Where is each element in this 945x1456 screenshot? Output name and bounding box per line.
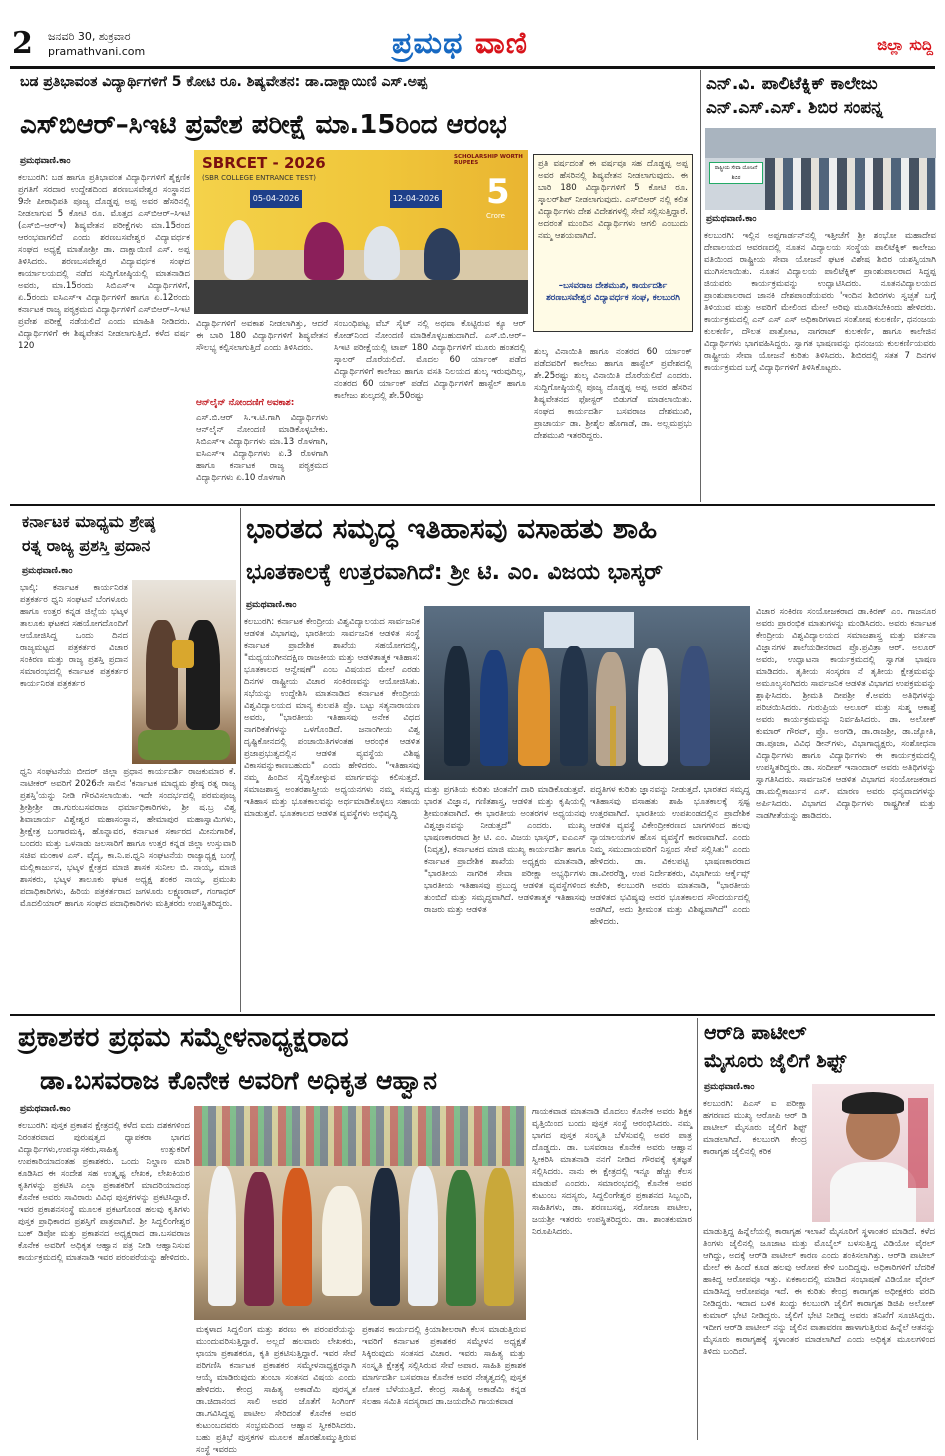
group-of-students <box>765 158 935 210</box>
story6-body-top: ಕಲಬುರಗಿ: ಪಿಎಸ್ ಐ ಪರೀಕ್ಷಾ ಹಗರಣದ ಮುಖ್ಯ ಆರೋಪಿ ಆರ್ ಡಿ ಪಾಟೀಲ್ ಮೈಸೂರು ಜೈಲಿಗೆ ಶಿಫ್ಟ್ ಮಾಡಲಾಗಿದೆ. ಕಲಬುರಗಿ ಕೇಂದ್ರ ಕಾರಾಗೃಹ ಜೈಲಿನಲ್ಲಿ ಕರಿಕ <box>703 1099 807 1157</box>
banner-date-1: 05-04-2026 <box>250 190 302 208</box>
story4-byline: ಪ್ರಮಥವಾಣಿ.ಕಾಂ <box>246 600 297 610</box>
story1-headline[interactable]: ಎಸ್‌ಬಿಆರ್–ಸಿಇಟಿ ಪ್ರವೇಶ ಪರೀಕ್ಷೆ ಮಾ.15ರಿಂದ ಆರಂಭ <box>20 110 507 140</box>
website-link[interactable]: pramathvani.com <box>48 45 146 58</box>
story2-body: ಕಲಬುರಗಿ: ಇಲ್ಲಿನ ಅಪ್ಪಗಾರ್ಡನ್‌ನಲ್ಲಿ ಇತ್ತೀಚೆಗೆ ಶ್ರೀ ಶಂಭೋ ಮಹಾದೇವ ದೇವಾಲಯದ ಆವರಣದಲ್ಲಿ ನೂತನ ವಿದ್ಯಾಲಯ ಸಂಸ್ಥೆಯ ಪಾಲಿಟೆಕ್ನಿಕ್ ಕಾಲೇಜು ವತಿಯಿಂದ ರಾಷ್ಟ್ರೀಯ ಸೇವಾ ಯೋಜನೆ ಘಟಕ ವಿಶೇಷ ಶಿಬಿರ ಯಶಸ್ವಿಯಾಗಿ ಮುಗಿಸಲಾಯಿತು. ನೂತನ ವಿದ್ಯಾಲಯ ಪಾಲಿಟೆಕ್ನಿಕ್ ಪ್ರಾಂಶುಪಾಲರಾದ ಸಿದ್ದಪ್ಪ ಜಿಯವರು ಕಾರ್ಯಕ್ರಮವನ್ನು ಉದ್ಘಾಟಿಸಿದರು. ನೂತನವಿದ್ಯಾಲಯದ ಪ್ರಾಂಶುಪಾಲರಾದ ಜಾನಕಿ ದೇಶಪಾಂಡೆಯವರು 'ಇಂದಿನ ಶಿಬಿರಗಳು ಸ್ವಚ್ಛತೆ ಬಗ್ಗೆ ತಿಳಿಯುವ ಮತ್ತು ಅವರಿಗೆ ಮೇಲಿಂದ ಮೇಲೆ ಅರಿವು ಮೂಡಿಸಬೇಕಿಂದು ಹೇಳಿದರು. ಕಾರ್ಯಕ್ರಮದಲ್ಲಿ ಎನ್ ಎಸ್ ಎಸ್ ಅಧಿಕಾರಿಗಳಾದ ಸಂತೋಷ ಕುಲಕರ್ಣಿ, ಧನಂಜಯ ಕುಲಕರ್ಣಿ, ದೌಲತ ಪಾತ್ರೋಟ, ನಾಗರಾಜ್ ಕುಲಕರ್ಣಿ, ಹಾಗೂ ಕಾಲೇಜಿನ ವಿದ್ಯಾರ್ಥಿಗಳು ಭಾಗವಹಿಸಿದ್ದರು. ಸ್ವಾಗತ ಭಾಷಣವನ್ನು ಧನಂಜಯ ಕುಲಕರ್ಣಿಯವರು ರಾಷ್ಟ್ರೀಯ ಸೇವಾ ಯೋಜನೆ ಕುರಿತು ತಿಳಿಸಿದರು. ಶಿಬಿರದಲ್ಲಿ ಸತತ 7 ದಿನಗಳ ಕಾರ್ಯಕ್ರಮದ ಬಗ್ಗೆ ವಿದ್ಯಾರ್ಥಿಗಳಿಗೆ ತಿಳಿಸಿಕೊಟ್ಟರು. <box>704 231 936 373</box>
story6-body: ಮಾಡುತ್ತಿದ್ದ ಹಿನ್ನೆಲೆಯಲ್ಲಿ ಕಾರಾಗೃಹ ಇಲಾಖೆ ಮೈಸೂರಿಗೆ ಸ್ಥಳಾಂತರ ಮಾಡಿದೆ. ಕಳೆದ ತಿಂಗಳು ಜೈಲಿನಲ್ಲಿ ಜೂಜಾಟ ಮತ್ತು ಮೊಬೈಲ್ ಬಳಸುತ್ತಿದ್ದ ವಿಡಿಯೋ ವೈರಲ್ ಆಗಿದ್ದು, ಅದಕ್ಕೆ ಆರ್‌ಡಿ ಪಾಟೀಲ್ ಕಾರಣ ಎಂದು ಶಂಕಿಸಲಾಗಿತ್ತು. ಆರ್‌ಡಿ ಪಾಟೀಲ್ ಮೇಲೆ ಈ ಹಿಂದೆ ಕೂಡ ಹಲವು ಆರೋಪ ಕೇಳಿ ಬಂದಿದ್ದವು. ಅಧಿಕಾರಿಗಳಿಗೆ ಬೆದರಿಕೆ ಹಾಕಿದ್ದ ಆರೋಪವೂ ಇತ್ತು. ಏಕಕಾಲದಲ್ಲಿ ಮಾಡಿದ ಸಂಭಾಷಣೆ ವಿಡಿಯೋ ವೈರಲ್ ಮಾಡಿಸಿದ್ದ ಆರೋಪವೂ ಇದೆ. ಈ ಕುರಿತು ಕೇಂದ್ರ ಕಾರಾಗೃಹ ಅಧೀಕ್ಷಕರು ವರದಿ ನೀಡಿದ್ದರು. ಇದಾದ ಬಳಿಕ ಖುದ್ದು ಕಲಬುರಗಿ ಜೈಲಿಗೆ ಕಾರಾಗೃಹ ಡಿಜಿಪಿ ಅಲೋಕ್ ಕುಮಾರ್ ಭೇಟಿ ನೀಡಿದ್ದರು. ಜೈಲಿಗೆ ಭೇಟಿ ನೀಡಿದ್ದ ಅವರು ತನಿಖೆಗೆ ಸೂಚಿಸಿದ್ದರು. ಇದೀಗ ಆರ್‌ಡಿ ಪಾಟೀಲ್ ನನ್ನು ಜೈಲಿನ ವಾತಾವರಣ ಹಾಳಾಗುತ್ತಿರುವ ಹಿನ್ನೆಲೆ ಆತನನ್ನು ಮೈಸೂರು ಕಾರಾಗೃಹಕ್ಕೆ ಸ್ಥಳಾಂತರ ಮಾಡಲಾಗಿದೆ ಎಂದು ಅಧಿಕೃತ ಮೂಲಗಳಿಂದ ತಿಳಿದು ಬಂದಿದೆ. <box>703 1227 935 1357</box>
story6-photo <box>812 1084 934 1222</box>
story2-photo <box>705 128 936 210</box>
story2-headline-line1[interactable]: ಎನ್.ವಿ. ಪಾಲಿಟೆಕ್ನಿಕ್ ಕಾಲೇಜು <box>706 74 878 94</box>
person-figure <box>424 228 460 280</box>
projection-screen <box>544 612 634 648</box>
person-figure <box>282 1168 312 1306</box>
section-rule <box>10 1014 935 1016</box>
story1-col4: ಶುಲ್ಕ ವಿನಾಯಿತಿ ಹಾಗೂ ನಂತರದ 60 ರ್ಯಾಂಕ್ ಪಡೆದವರಿಗೆ ಕಾಲೇಜು ಹಾಗೂ ಹಾಸ್ಟೆಲ್ ಪ್ರವೇಶದಲ್ಲಿ ಶೇ.25ರಷ್ಟು ಶುಲ್ಕ ವಿನಾಯಿತಿ ದೊರೆಯಲಿದೆ ಎಂದರು. ಸುದ್ದಿಗೋಷ್ಠಿಯಲ್ಲಿ ಪೂಜ್ಯ ದೊಡ್ಡಪ್ಪ ಅಪ್ಪ ಅವರ ಹೆಸರಿನ ಶಿಷ್ಯವೇತನದ ಫೋಸ್ಟರ್ ಬಿಡುಗಡೆ ಮಾಡಲಾಯಿತು. ಸಂಘದ ಕಾರ್ಯದರ್ಶಿ ಬಸವರಾಜ ದೇಶಮುಖಿ, ಪ್ರಾಚಾರ್ಯ ಡಾ. ಶ್ರೀಶೈಲ ಹೊಗಾಡೆ, ಡಾ. ಅಲ್ಲಮಪ್ರಭು ದೇಶಮುಖಿ ಇತರರಿದ್ದರು. <box>534 347 692 441</box>
person-figure <box>680 646 710 766</box>
story2-banner: ರಾಷ್ಟ್ರೀಯ ಸೇವಾ ಯೋಜನೆ ಶಿಬಿರ <box>709 162 763 184</box>
story5-byline: ಪ್ರಮಥವಾಣಿ.ಕಾಂ <box>20 1104 71 1114</box>
story3-headline-line2[interactable]: ರತ್ನ ರಾಜ್ಯ ಪ್ರಶಸ್ತಿ ಪ್ರದಾನ <box>22 536 151 555</box>
story4-col3: ಪದ್ಧತಿಗಳ ಕುರಿತು ಜ್ಞಾನವನ್ನು ನೀಡುತ್ತದೆ. ಭಾರತದ ಸಮೃದ್ಧ ಇತಿಹಾಸವು ವಸಾಹತು ಶಾಹಿ ಭೂತಕಾಲಕ್ಕೆ ಸ್ಪಷ್ಟ ಉತ್ತರವಾಗಿದೆ. ಭಾರತೀಯ ಉಪಖಂಡದಲ್ಲಿನ ಪ್ರಾದೇಶಿಕ ಆಡಳಿತ ವ್ಯವಸ್ಥೆ ವಿಕೇಂದ್ರೀಕರಣದ ಬಾಗಗಳಿಂದ ಹಲವು ನ್ಯಾಯಾಲಯಗಳ ಹೊಸ ವ್ಯವಸ್ಥೆಗೆ ಕಾರಣವಾಗಿದೆ. ಎಂದು ನಿಮ್ಮ ಸಮುದಾಯವರಿಗೆ ನಿಸ್ಪಂದ ಸೇವೆ ಸಲ್ಲಿಸಿತು" ಎಂದು ಹೇಳಿದರು. ಡಾ. ವಿಕಲಪಟ್ಟಿ ಭಾಷಣಕಾರರಾದ ಡಾ.ವೀರರೆಡ್ಡಿ, ಉಪ ನಿರ್ದೇಶಕರು, ವಿಭಾಗೀಯ ಆರ್ಕೈವ್ಸ್ ಕಚೇರಿ, ಕಲಬುರಗಿ ಅವರು ಮಾತನಾಡಿ, "ಭಾರತೀಯ ಆಡಳಿತದ ಭವಿಷ್ಯವು ಅದರ ಭೂತಕಾಲದ ಸೌಂದರ್ಯದಲ್ಲಿ ಅಡಗಿದೆ, ಅದು ಶ್ರೀಮಂತ ಮತ್ತು ವಿಶಿಷ್ಟವಾಗಿದೆ" ಎಂದು ಹೇಳಿದರು. <box>590 785 750 927</box>
story1-col1: ಕಲಬುರಗಿ: ಬಡ ಹಾಗೂ ಪ್ರತಿಭಾವಂತ ವಿದ್ಯಾರ್ಥಿಗಳಿಗೆ ಶೈಕ್ಷಣಿಕ ಪ್ರಗತಿಗೆ ಸರದಾರ ಉದ್ದೇಶದಿಂದ ಶರಣಬಸವೇಶ್ವರ ಸಂಸ್ಥಾನದ 9ನೇ ಪೀಠಾಧಿಪತಿ ಪೂಜ್ಯ ದೊಡ್ಡಪ್ಪ ಅಪ್ಪ ಅವರ ಹೆಸರಿನಲ್ಲಿ ನೀಡಲಾಗುವ 5 ಕೋಟಿ ರೂ. ಮೊತ್ತದ ಎಸ್‌ಬಿಆರ್–ಸಿಇಟಿ (ಎಸ್‌ಬಿ–ಆರ್‌ಇ) ಶಿಷ್ಯವೇತನ ಪರೀಕ್ಷೆಗಳು ಮಾ.15ರಂದ ಆರಂಭವಾಗಲಿದೆ ಎಂದು ಶರಣಬಸವೇಶ್ವರ ವಿದ್ಯಾವರ್ಧಕ ಸಂಘದ ಅಧ್ಯಕ್ಷೆ ಮಾತೋಶ್ರೀ ಡಾ. ದಾಕ್ಷಾಯಿಣಿ ಎಸ್. ಅಪ್ಪ ತಿಳಿಸಿದರು. ಶರಣಬಸವೇಶ್ವರ ವಿದ್ಯಾವರ್ಧಕ ಸಂಘದ ಕಾರ್ಯಾಲಯದಲ್ಲಿ ನಡೆದ ಸುದ್ದಿಗೋಷ್ಠಿಯಲ್ಲಿ ಮಾತನಾಡಿದ ಅವರು, ಮಾ.15ರಂದು ಸಿಬಿಎಸ್‌ಇ ವಿದ್ಯಾರ್ಥಿಗಳಿಗೆ, ಏ.5ರಂದು ಐಸಿಎಸ್‌ಇ ವಿದ್ಯಾರ್ಥಿಗಳಿಗೆ ಹಾಗೂ ಏ.12ರಂದು ಕರ್ನಾಟಕ ರಾಜ್ಯ ಪಠ್ಯಕ್ರಮದ ವಿದ್ಯಾರ್ಥಿಗಳಿಗೆ ಎಸ್‌ಬಿಆರ್–ಸಿಇಟಿ ಪ್ರವೇಶ ಪರೀಕ್ಷೆ ನಡೆಯಲಿದೆ ಎಂದು ಮಾಹಿತಿ ನೀಡಿದರು. ವಿದ್ಯಾರ್ಥಿಗಳಿಗೆ ಈ ಶಿಷ್ಯವೇತನ ನೀಡಲಾಗುತ್ತಿದೆ. ಕಳೆದ ವರ್ಷ 120 <box>18 173 190 351</box>
banner-crore: Crore <box>486 212 505 220</box>
masthead-rule <box>10 66 935 69</box>
story3-body-narrow: ಭಾಲ್ಕಿ: ಕರ್ನಾಟಕ ಕಾರ್ಯನಿರತ ಪತ್ರಕರ್ತರ ಧ್ವನಿ ಸಂಘಟನೆ ಬೆಂಗಳೂರು ಹಾಗೂ ಉತ್ತರ ಕನ್ನಡ ಜಿಲ್ಲೆಯ ಭಟ್ಕಳ ತಾಲೂಕು ಘಟಕದ ಸಹಯೋಗದೊಂದಿಗೆ ಆಯೋಜಿಸಿದ್ದ ಒಂದು ದಿನದ ರಾಜ್ಯಮಟ್ಟದ ಪತ್ರಕರ್ತರ ವಿಚಾರ ಸಂಕಿರಣ ಮತ್ತು ರಾಜ್ಯ ಪ್ರಶಸ್ತಿ ಪ್ರದಾನ ಸಮಾರಂಭದಲ್ಲಿ ಕರ್ನಾಟಕ ಪತ್ರಕರ್ತರ ಕಾರ್ಯನಿರತ ಪತ್ರಕರ್ತರ <box>20 583 128 689</box>
story4-col4: ವಿಚಾರ ಸಂಕಿರಣ ಸಂಯೋಜಕರಾದ ಡಾ.ಕಿರಣ್ ಎಂ. ಗಾಜನೂರ ಅವರು ಪ್ರಾರಂಭಿಕ ಮಾತುಗಳನ್ನು ಮಂಡಿಸಿದರು. ಅವರು ಕರ್ನಾಟಕ ಕೇಂದ್ರೀಯ ವಿಶ್ವವಿದ್ಯಾಲಯದ ಸಮಾಜಶಾಸ್ತ್ರ ಮತ್ತು ವರ್ತನಾ ವಿಜ್ಞಾನಗಳ ಶಾಲೆಯಡೀನರಾದ ಪ್ರೊ.ಪ್ರವಿತ್ರಾ ಆರ್. ಅಲೂರ್ ಅವರು, ಉದ್ಘಾಟನಾ ಕಾರ್ಯಕ್ರಮದಲ್ಲಿ ಸ್ವಾಗತ ಭಾಷಣ ಮಾಡಿದರು. ತೃತೀಯ ಸಂಸ್ಕರಣ ನೆ ತೃತೀಯ ಕ್ಷೇತ್ರಮವನ್ನು ಅಮೂಲ್ಯಸಂಗಿದರು ಸಾರ್ವಜನಿಕ ಆಡಳಿತ ವಿಭಾಗದ ಉಪಕ್ರಮವನ್ನು ಶ್ಲಾಘಿಸಿದರು. ಶ್ರೀಮತಿ ದೀಪಶ್ರೀ ಕೆ.ಅವರು ಅತಿಥಿಗಳನ್ನು ಪರಿಚಯಿಸಿದರು. ಗುರುಪ್ರಿಯ ಆಲೂರ್ ಮತ್ತು ಸುಶ್ಮ ಆಕಾಶ್ತೆ ಅವರು ಕಾರ್ಯಕ್ರಮವನ್ನು ನಿರ್ವಹಿಸಿದರು. ಡಾ. ಅಲೋಕ್ ಕುಮಾರ್ ಗೌರವ್, ಪ್ರೊ. ಅಂಗಡಿ, ಡಾ.ರಾಜಶ್ರೀ, ಡಾ.ಜ್ಯೋತಿ, ಡಾ.ಪೂಜಾ, ವಿವಿಧ ಡೀನ್‌ಗಳು, ವಿಭಾಗಾಧ್ಯಕ್ಷರು, ಸಂಶೋಧನಾ ವಿದ್ಯಾರ್ಥಿಗಳು ಹಾಗೂ ವಿದ್ಯಾರ್ಥಿಗಳು ಈ ಕಾರ್ಯಕ್ರಮದಲ್ಲಿ ಉಪಸ್ಥಿತರಿದ್ದರು. ಡಾ. ಸಂದೀಪ್ ಇನಾಂದಾರ್ ಅವರು ಅತಿಥಿಗಳನ್ನು ಸ್ವಾಗತಿಸಿದರು. ಸಾರ್ವಜನಿಕ ಆಡಳಿತ ವಿಭಾಗದ ಸಂಯೋಜಕರಾದ ಡಾ.ಮಲ್ಲಿಕಾರ್ಜುನ ಎಸ್. ಮಾರಣ ಅವರು ಧನ್ಯವಾದಗಳನ್ನು ಅರ್ಪಿಸಿದರು. ವಿಭಾಗದ ವಿದ್ಯಾರ್ಥಿಗಳು ರಾಷ್ಟ್ರಗೀತೆ ಮತ್ತು ನಾಡಗೀತೆಯನ್ನು ಹಾಡಿದರು. <box>756 607 936 821</box>
newspaper-logo <box>392 26 528 61</box>
story3-photo <box>132 580 236 764</box>
person-figure <box>208 1166 236 1306</box>
person-figure <box>484 1168 514 1306</box>
story1-byline: ಪ್ರಮಥವಾಣಿ.ಕಾಂ <box>20 156 71 166</box>
story3-body-wide: ಧ್ವನಿ ಸಂಘಟನೆಯ ಬೀದರ್ ಜಿಲ್ಲಾ ಪ್ರಧಾನ ಕಾರ್ಯದರ್ಶಿ ರಾಜಕುಮಾರ ಕೆ. ನಾಟೀಕರ್ ಅವರಿಗೆ 2026ನೇ ಸಾಲಿನ 'ಕರ್ನಾಟಕ ಮಾಧ್ಯಮ ಶ್ರೇಷ್ಠ ರತ್ನ ರಾಜ್ಯ ಪ್ರಶಸ್ತಿ'ಯನ್ನು ನೀಡಿ ಗೌರವಿಸಲಾಯಿತು. ಇದೇ ಸಂದರ್ಭದಲ್ಲಿ ಪರಮಪೂಜ್ಯ ಶ್ರೀಶ್ರೀಶ್ರೀ ಡಾ.ಗುರುಬಸವರಾಜ ಧರ್ಮಾಧಿಕಾರಿಗಳು, ಶ್ರೀ ಷ.ಬ್ರ ವಿಶ್ವ ಶಿವಾಚಾರ್ಯ ವಿಶ್ವೇಶ್ವರ ಮಹಾಸಂಸ್ಥಾನ, ಹೇಮಾಪುರ ಮಹಾಸ್ವಾಮಿಗಳು, ಶ್ರೀಕ್ಷೇತ್ರ ಬಂಗಾರಮಕ್ಕಿ, ಹೊನ್ನಾವರ, ಕರ್ನಾಟಕ ಸರ್ಕಾರದ ಮೀನುಗಾರಿಕೆ, ಬಂದರು ಮತ್ತು ಒಳನಾಡು ಜಲಸಾರಿಗೆ ಹಾಗೂ ಉತ್ತರ ಕನ್ನಡ ಜಿಲ್ಲಾ ಉಸ್ತುವಾರಿ ಸಚಿವ ಮಂಕಾಳ ಎಸ್. ವೈದ್ಯ, ಕಾ.ನಿ.ಪ.ಧ್ವನಿ ಸಂಘಟನೆಯ ರಾಜ್ಯಾಧ್ಯಕ್ಷ ಬಂಗ್ಲೆ ಮಲ್ಲಿಕಾರ್ಜುನ, ಭಟ್ಕಳ ಕ್ಷೇತ್ರದ ಮಾಜಿ ಶಾಸಕ ಸುನೀಲ ಬಿ. ನಾಯ್ಕ, ಮಾಜಿ ಶಾಸಕರು, ಭಟ್ಕಳ ತಾಲೂಕು ಘಟಕ ಅಧ್ಯಕ್ಷ ಶಂಕರ ನಾಯ್ಕ, ಪ್ರಮುಖ ಪದಾಧಿಕಾರಿಗಳು, ಹಿರಿಯ ಪತ್ರಕರ್ತರಾದ ಜಗಳೂರು ಲಕ್ಷ್ಮಣರಾವ್, ಗಂಗಾಧರ್ ಮೊದಲಿಯಾರ್ ಹಾಗೂ ಸಂಘದ ಪದಾಧಿಕಾರಿಗಳು ಮತ್ತಿತರರು ಉಪಸ್ಥಿತರಿದ್ದರು. <box>20 767 236 909</box>
person-figure <box>638 648 668 766</box>
story1-col2: ವಿದ್ಯಾರ್ಥಿಗಳಿಗೆ ಅವಕಾಶ ನೀಡಲಾಗಿತ್ತು, ಆದರೆ ಈ ಬಾರಿ 180 ವಿದ್ಯಾರ್ಥಿಗಳಿಗೆ ಶಿಷ್ಯವೇತನ ಸೌಲಭ್ಯ ಕಲ್ಪಿಸಲಾಗುತ್ತಿದೆ ಎಂದು ತಿಳಿಸಿದರು. <box>196 319 328 353</box>
story5-col1: ಕಲಬುರಗಿ: ಪುಸ್ತಕ ಪ್ರಕಾಶನ ಕ್ಷೇತ್ರದಲ್ಲಿ ಕಳೆದ ಐದು ದಶಕಗಳಿಂದ ನಿರಂತರವಾದ ಪುರುಷತ್ವದ ಧ್ಯಾಪಕರಾ ಭಾಗದ ವಿದ್ಯಾರ್ಥಿಗಳು,ಉಪನ್ಯಾಸಕರು,ಸಾಹಿತ್ಯ ಉತ್ಸುಕರಿಗೆ ಉಪಕಾರಿಯಾದಂತಹ ಪ್ರಕಾಶಕರು. ಒಂದು ನಿಲ್ದಾಣ ಮಾರಿ ಕೂಡಿಸಿದ ಈ ಸಂದೇಶ ಸಹ ಉತ್ಕೃಷ್ಟ ಲೇಖಕ, ಲೇಖಕಿಯರ ಕೃತಿಗಳನ್ನು ಪ್ರಕಟಿಸಿ ಎಲ್ಲಾ ಪ್ರಕಾಶಕರಿಗೆ ಮಾದರಿಯಾದಂಥ ಕೊನೇಕ ಅವರು ಸಾವಿರಾರು ವಿವಿಧ ಪುಸ್ತಕಗಳನ್ನು ಪ್ರಕಟಿಸಿದ್ದಾರೆ. ಇವರ ಪ್ರಕಾಶನಸಂಸ್ಥೆ ಮೂಲಕ ಪ್ರಕಟಗೊಂಡ ಹಲವು ಕೃತಿಗಳು ಪುಸ್ತಕ ಪ್ರಾಧಿಕಾರದ ಪ್ರಶಸ್ತಿಗೆ ಪಾತ್ರವಾಗಿವೆ. ಶ್ರೀ ಸಿದ್ದಲಿಂಗೇಶ್ವರ ಬುಕ್ ಡಿಪೋ ಮತ್ತು ಪ್ರಕಾಶನದ ಅಧ್ಯಕ್ಷರಾದ ಡಾ.ಬಸವರಾಜ ಕೊನೇಕ ಅವರಿಗೆ ಅಧಿಕೃತ ಆಹ್ವಾನ ಪತ್ರ ನೀಡಿ ಆಹ್ವಾನಿಸುವ ಕಾರ್ಯಕ್ರಮದಲ್ಲಿ ಮಾತನಾಡಿ ಇವರ ಪರಂಪರೆಯನ್ನು ಹೇಳಿದರು. <box>18 1121 190 1263</box>
person-figure <box>146 620 178 730</box>
story5-photo <box>194 1106 526 1320</box>
story1-quote: ಪ್ರತಿ ವರ್ಷದಂತೆ ಈ ವರ್ಷವೂ ಸಹ ದೊಡ್ಡಪ್ಪ ಅಪ್ಪ ಅವರ ಹೆಸರಿನಲ್ಲಿ ಶಿಷ್ಯವೇತನ ನೀಡಲಾಗುವುದು. ಈ ಬಾರಿ 180 ವಿದ್ಯಾರ್ಥಿಗಳಿಗೆ 5 ಕೋಟಿ ರೂ. ಸ್ಕಾಲರ್‌ಶಿಪ್ ನೀಡಲಾಗುವುದು. ಎಸ್‌ಬಿಆರ್ ನಲ್ಲಿ ಕಲಿತ ವಿದ್ಯಾರ್ಥಿಗಳು ದೇಶ ವಿದೇಶಗಳಲ್ಲಿ ಸೇವೆ ಸಲ್ಲಿಸುತ್ತಿದ್ದಾರೆ. ಅದರಂತೆ ಮುಂದಿನ ವಿದ್ಯಾರ್ಥಿಗಳು ಆಗಲಿ ಎಂಬುದು ನಮ್ಮ ಆಶಯವಾಗಿದೆ. <box>538 159 688 241</box>
story4-col2: ಮತ್ತು ಪ್ರಗತಿಯ ಕುರಿತು ಚಿಂತನೆಗೆ ದಾರಿ ಮಾಡಿಕೊಡುತ್ತವೆ. ಭಾರತ ವಿಜ್ಞಾನ, ಗಣಿತಶಾಸ್ತ್ರ, ಆಡಳಿತ ಮತ್ತು ಕೃಷಿಯಲ್ಲಿ ಶ್ರೀಮಂತವಾಗಿದೆ. ಈ ಭಾರತೀಯ ಅಂತರಗಳ ಅಧ್ಯಯನವು ವಿಶ್ವಜ್ಞಾನವನ್ನು ನೀಡುತ್ತದೆ" ಎಂದರು. ಮುಖ್ಯ ಭಾಷಣಕಾರರಾದ ಶ್ರೀ ಟಿ. ಎಂ. ವಿಜಯ ಭಾಸ್ಕರ್, ಐಎಎಸ್ (ನಿವೃತ್ತ), ಕರ್ನಾಟಕದ ಮಾಜಿ ಮುಖ್ಯ ಕಾರ್ಯದರ್ಶಿ ಹಾಗೂ ಕರ್ನಾಟಕ ಪ್ರಾದೇಶಿಕ ಶಾಖೆಯ ಅಧ್ಯಕ್ಷರು ಮಾತನಾಡಿ, "ಭಾರತೀಯ ನಾಗರಿಕ ಸೇವಾ ಪರೀಕ್ಷಾ ಅಭ್ಯರ್ಥಿಗಳು ಭಾರತೀಯ ಇತಿಹಾಸವು ಪ್ರಬುದ್ಧ ಆಡಳಿತ ವ್ಯವಸ್ಥೆಗಳಿಂದ ತುಂಬಿದೆ ಮತ್ತು ಸಮೃದ್ಧವಾಗಿದೆ. ಆಡಳಿತಾತ್ಮಕ ಇತಿಹಾಸವು ರಾಜರು ಮತ್ತು ಆಡಳಿತ <box>424 785 586 915</box>
banner-amount: 5 <box>486 172 510 212</box>
story6-headline-line2[interactable]: ಮೈಸೂರು ಜೈಲಿಗೆ ಶಿಫ್ಟ್ <box>704 1050 847 1072</box>
person-figure <box>444 646 470 766</box>
bookshelf <box>194 1106 526 1166</box>
person-figure <box>224 220 254 280</box>
person-figure <box>304 222 344 280</box>
person-figure <box>408 1166 438 1306</box>
column-divider <box>697 1018 698 1440</box>
story4-headline-line2[interactable]: ಭೂತಕಾಲಕ್ಕೆ ಉತ್ತರವಾಗಿದೆ: ಶ್ರೀ ಟಿ. ಎಂ. ವಿಜಯ ಭಾಸ್ಕರ್ <box>246 560 664 585</box>
person-figure <box>244 1172 274 1306</box>
banner-title: SBRCET - 2026 <box>202 154 326 172</box>
banner-scholarship-label: SCHOLARSHIP WORTH RUPEES <box>454 154 523 166</box>
white-shirt <box>830 1162 916 1222</box>
bouquet <box>138 730 230 760</box>
column-divider <box>700 70 701 502</box>
banner-date-2: 12-04-2026 <box>390 190 442 208</box>
story6-byline: ಪ್ರಮಥವಾಣಿ.ಕಾಂ <box>704 1082 755 1092</box>
person-figure <box>370 1168 400 1306</box>
story1-col3: ಸಂಬಂಧಿಪಟ್ಟ ವೆಬ್ ಸೈಟ್ ನಲ್ಲಿ ಅಥವಾ ಕೊಟ್ಟಿರುವ ಕ್ಯೂ ಆರ್ ಕೋಡ್‌ನಿಂದ ನೋಂದಣಿ ಮಾಡಿಕೊಳ್ಳಬಹುದಾಗಿದೆ. ಎಸ್.ಬಿ.ಆರ್–ಸಿಇಟಿ ಪರೀಕ್ಷೆಯಲ್ಲಿ ಟಾಪ್ 180 ವಿದ್ಯಾರ್ಥಿಗಳಿಗೆ ಮೂರು ಹಂತದಲ್ಲಿ ಸ್ಕಾಲರ್ ದೊರೆಯಲಿದೆ. ಮೊದಲ 60 ರ್ಯಾಂಕ್ ಪಡೆದ ವಿದ್ಯಾರ್ಥಿಗಳಿಗೆ ಕಾಲೇಜು ಹಾಗೂ ವಸತಿ ನಿಲಯದ ಶುಲ್ಕ ಇರುವುದಿಲ್ಲ, ನಂತರದ 60 ರ್ಯಾಂಕ್ ಪಡೆದ ವಿದ್ಯಾರ್ಥಿಗಳಿಗೆ ಹಾಸ್ಟೆಲ್ ಹಾಗೂ ಕಾಲೇಜು ಶುಲ್ಕದಲ್ಲಿ ಶೇ.50ರಷ್ಟು <box>334 319 526 401</box>
hair <box>842 1092 904 1114</box>
award-trophy <box>172 640 194 668</box>
person-figure <box>480 650 508 766</box>
person-figure <box>446 1170 476 1306</box>
story4-col1: ಕಲಬುರಗಿ: ಕರ್ನಾಟಕ ಕೇಂದ್ರೀಯ ವಿಶ್ವವಿದ್ಯಾಲಯದ ಸಾರ್ವಜನಿಕ ಆಡಳಿತ ವಿಭಾಗವು, ಭಾರತೀಯ ಸಾರ್ವಜನಿಕ ಆಡಳಿತ ಸಂಸ್ಥೆ ಕರ್ನಾಟಕ ಪ್ರಾದೇಶಿಕ ಶಾಖೆಯ ಸಹಯೋಗದಲ್ಲಿ, "ಮಧ್ಯಯುಗೀನದಕ್ಷಿಣ ರಾಜಕೀಯ ಮತ್ತು ಆಡಳಿತಾತ್ಮಕ ಇತಿಹಾಸ: ಭೂತಕಾಲದ ಆನ್ವೇಷಣೆ" ಎಂಬ ವಿಷಯದ ಮೇಲೆ ಎರಡು ದಿನಗಳ ರಾಷ್ಟ್ರೀಯ ವಿಚಾರ ಸಂಕಿರಣವನ್ನು ಆಯೋಜಿಸಿತು. ಸಭೆಯನ್ನು ಉದ್ದೇಶಿಸಿ ಮಾತನಾಡಿದ ಕರ್ನಾಟಕ ಕೇಂದ್ರೀಯ ವಿಶ್ವವಿದ್ಯಾಲಯದ ಮಾನ್ಯ ಕುಲಪತಿ ಪ್ರೊ. ಬಟ್ಟು ಸತ್ಯನಾರಾಯಣ ಅವರು, "ಭಾರತೀಯ ಇತಿಹಾಸವು ಅನೇಕ ವಿಧದ ನಾಗರಿಕತೆಗಳನ್ನು ಒಳಗೊಂಡಿದೆ. ಜನಾಂಗೀಯ ವಿಶ್ವ ದೃಷ್ಟಿಕೋನದಲ್ಲಿ ಪಂಚಾಯಿತಿಗಳಂತಹ ಆರಂಭಿಕ ಆಡಳಿತ ಪ್ರಜಾಪ್ರಭುತ್ವದಲ್ಲಿನ ಆಡಳಿತ ವ್ಯವಸ್ಥೆಯ ವಿಶಿಷ್ಟ ವಿಕಾಸವನ್ನುಕಾಣಬಹುದು" ಎಂದು ಹೇಳಿದರು. "ಇತಿಹಾಸವು ನಮ್ಮ ಹಿಂದಿನ ಸೈದ್ಧಿಕೋಳ್ಳುವ ಮಾರ್ಗವನ್ನು ಕಲಿಸುತ್ತದೆ. ಸಮಾಜಶಾಸ್ತ್ರ ಅಂತರಶಾಸ್ತ್ರೀಯ ಅಧ್ಯಯನಗಳು ನಮ್ಮ ಸಮೃದ್ಧ ಇತಿಹಾಸ ಮತ್ತು ಭೂತಕಾಲವನ್ನು ಅರ್ಥಮಾಡಿಕೊಳ್ಳಲು ಸಹಾಯ ಮಾಡುತ್ತವೆ. ಭೂತಕಾಲದ ಆಡಳಿತ ವ್ಯವಸ್ಥೆಗಳು ಅಭಿವೃದ್ಧಿ <box>244 617 420 819</box>
story1-col2b: ಎಸ್.ಬಿ.ಆರ್ ಸಿ.ಇ.ಟಿ.ಗಾಗಿ ವಿದ್ಯಾರ್ಥಿಗಳು ಆನ್‌ಲೈನ್ ನೋಂದಣಿ ಮಾಡಿಕೊಳ್ಳಬೇಕು. ಸಿಬಿಎಸ್‌ಇ ವಿದ್ಯಾರ್ಥಿಗಳು ಮಾ.13 ರೊಳಗಾಗಿ, ಐಸಿಎಸ್‌ಇ ವಿದ್ಯಾರ್ಥಿಗಳು ಏ.3 ರೊಳಗಾಗಿ ಹಾಗೂ ಕರ್ನಾಟಕ ರಾಜ್ಯ ಪಠ್ಯಕ್ರಮದ ವಿದ್ಯಾರ್ಥಿಗಳು ಏ.10 ರೊಳಗಾಗಿ <box>196 413 328 483</box>
page-number: 2 <box>12 26 33 61</box>
person-figure <box>186 620 220 730</box>
story5-col2: ಮಕ್ಕಳಾದ ಸಿದ್ದಲಿಂಗ ಮತ್ತು ಶರಣು ಈ ಪರಂಪರೆಯನ್ನು ಮುಂದುವರಿಸುತ್ತಿದ್ದಾರೆ. ಅಲ್ಲದೆ ಹಲವಾರು ಲೇಖಕರು, ಛಾಯಾ ಪ್ರಕಾಶಕರೂ, ಕೃತಿ ಪ್ರಕಟಿಸುತ್ತಿದ್ದಾರೆ. ಇವರ ಸೇವೆ ಪರಿಗಣಿಸಿ ಕರ್ನಾಟಕ ಪ್ರಕಾಶಕರ ಸಮ್ಮೇಳನಾಧ್ಯಕ್ಷರನ್ನಾಗಿ ಆಯ್ಕೆ ಮಾಡಿರುವುದು ತುಂಬಾ ಸಂತಸದ ವಿಷಯ ಎಂದು ಹೇಳಿದರು. ಕೇಂದ್ರ ಸಾಹಿತ್ಯ ಅಕಾಡೆಮಿ ಪುರಸ್ಕೃತ ಡಾ.ಚಿದಾನಂದ ಸಾಲಿ ಅವರ ಜೊತೆಗೆ ಸಿಂಗಿಂಗ್ ಡಾ.ಗವಿಸಿದ್ದಪ್ಪ ಪಾಟೀಲ ಸೇರಿದಂತೆ ಕೊನೇಕ ಅವರ ಕುಟುಂಬದವರು ಸಂಭ್ರಮದಿಂದ ಆಹ್ವಾನ ಸ್ವೀಕರಿಸಿದರು. ಬಹು ಪ್ರತಿಭೆ ಪುಸ್ತಕಗಳ ಮೂಲಕ ಹೊರಹೊಮ್ಮುತ್ತಿರುವ ಸಂಸ್ಥೆ ಇವರದು <box>196 1325 356 1455</box>
issue-date: ಜನವರಿ 30, ಶುಕ್ರವಾರ <box>48 30 131 43</box>
story4-headline-line1[interactable]: ಭಾರತದ ಸಮೃದ್ಧ ಇತಿಹಾಸವು ವಸಾಹತು ಶಾಹಿ <box>246 512 658 545</box>
story3-headline-line1[interactable]: ಕರ್ನಾಟಕ ಮಾಧ್ಯಮ ಶ್ರೇಷ್ಠ <box>22 512 156 531</box>
seated-honoree <box>322 1186 362 1296</box>
flower-decor <box>908 1098 928 1188</box>
section-rule <box>10 504 935 506</box>
story6-headline-line1[interactable]: ಆರ್‌ಡಿ ಪಾಟೀಲ್ <box>704 1022 807 1044</box>
logo-part-1: ಪ್ರಮಥ <box>392 26 464 61</box>
story1-photo <box>194 150 528 314</box>
person-figure <box>560 646 588 766</box>
story5-headline-line2[interactable]: ಡಾ.ಬಸವರಾಜ ಕೊನೇಕ ಅವರಿಗೆ ಅಧಿಕೃತ ಆಹ್ವಾನ <box>40 1066 438 1095</box>
press-table <box>194 280 528 314</box>
lamp-stand <box>610 706 616 766</box>
story1-quote-signature: –ಬಸವರಾಜ ದೇಶಮುಖಿ, ಕಾರ್ಯದರ್ಶಿ ಶರಣಬಸವೇಶ್ವರ ವಿದ್ಯಾವರ್ಧಕ ಸಂಘ, ಕಲಬುರಗಿ <box>546 281 680 303</box>
story4-photo <box>424 606 750 780</box>
person-figure <box>364 226 400 280</box>
story2-byline: ಪ್ರಮಥವಾಣಿ.ಕಾಂ <box>706 214 757 224</box>
story5-col3: ಪ್ರಕಾಶನ ಕಾರ್ಯದಲ್ಲಿ ಕ್ರಿಯಾಶೀಲರಾಗಿ ಕೆಲಸ ಮಾಡುತ್ತಿರುವ ಇವರಿಗೆ ಕರ್ನಾಟಕ ಪ್ರಕಾಶಕರ ಸಮ್ಮೇಳನ ಅಧ್ಯಕ್ಷತೆ ಸಿಕ್ಕಿರುವುದು ಸಂತಸದ ವಿಚಾರ. ಇವರು ಸಾಹಿತ್ಯ ಮತ್ತು ಸಂಸ್ಕೃತಿ ಕ್ಷೇತ್ರಕ್ಕೆ ಸಲ್ಲಿಸಿರುವ ಸೇವೆ ಅಪಾರ. ಸಾಹಿತಿ ಪ್ರಕಾಶಕ ಮಾರ್ಗದರ್ಶಿ ಬಸವರಾಜ ಕೊನೇಕ ಅವರ ನೇತೃತ್ವದಲ್ಲಿ ಪುಸ್ತಕ ಲೋಕ ಬೆಳೆಯುತ್ತಿದೆ. ಕೇಂದ್ರ ಸಾಹಿತ್ಯ ಅಕಾಡೆಮಿ ಕನ್ನಡ ಸಲಹಾ ಸಮಿತಿ ಸದಸ್ಯರಾದ ಡಾ.ಜಯದೇವಿ ಗಾಯಕವಾಡ <box>362 1325 526 1407</box>
story3-byline: ಪ್ರಮಥವಾಣಿ.ಕಾಂ <box>22 566 73 576</box>
story5-col4: ಗಾಯಕವಾಡ ಮಾತನಾಡಿ ಮೊದಲು ಕೊನೇಕ ಅವರು ಶಿಕ್ಷಕ ವೃತ್ತಿಯಿಂದ ಬಂದು ಪುಸ್ತಕ ಸಂಸ್ಥೆ ಆರಂಭಿಸಿದರು. ನಮ್ಮ ಭಾಗದ ಪುಸ್ತಕ ಸಂಸ್ಕೃತಿ ಬೆಳೆಸುವಲ್ಲಿ ಅವರ ಪಾತ್ರ ದೊಡ್ಡದು. ಡಾ. ಬಸವರಾಜ ಕೊನೇಕ ಅವರು ಆಹ್ವಾನ ಸ್ವೀಕರಿಸಿ ಮಾತನಾಡಿ ನನಗೆ ನೀಡಿದ ಗೌರವಕ್ಕೆ ಕೃತಜ್ಞತೆ ಸಲ್ಲಿಸಿದರು. ನಾನು ಈ ಕ್ಷೇತ್ರದಲ್ಲಿ ಇನ್ನೂ ಹೆಚ್ಚು ಕೆಲಸ ಮಾಡುವೆ ಎಂದರು. ಸಮಾರಂಭದಲ್ಲಿ ಕೊನೇಕ ಅವರ ಕುಟುಂಬ ಸದಸ್ಯರು, ಸಿದ್ದಲಿಂಗೇಶ್ವರ ಪ್ರಕಾಶನದ ಸಿಬ್ಬಂದಿ, ಸಾಹಿತಿಗಳು, ಡಾ. ಶರಣಬಸಪ್ಪ, ಸರೋಜಾ ಪಾಟೀಲ, ಜಯಶ್ರೀ ಇತರರು ಉಪಸ್ಥಿತರಿದ್ದರು. ಡಾ. ಶಾಂತಕುಮಾರ ನಿರೂಪಿಸಿದರು. <box>532 1107 692 1237</box>
logo-part-2: ವಾಣಿ <box>474 26 529 61</box>
story5-headline-line1[interactable]: ಪ್ರಕಾಶಕರ ಪ್ರಥಮ ಸಮ್ಮೇಳನಾಧ್ಯಕ್ಷರಾದ <box>18 1022 349 1053</box>
section-label: ಜಿಲ್ಲಾ ಸುದ್ದಿ <box>877 36 933 54</box>
story1-kicker: ಬಡ ಪ್ರತಿಭಾವಂತ ವಿದ್ಯಾರ್ಥಿಗಳಿಗೆ 5 ಕೋಟಿ ರೂ. ಶಿಷ್ಯವೇತನ: ಡಾ.ದಾಕ್ಷಾಯಿಣಿ ಎಸ್.ಅಪ್ಪ <box>20 74 428 90</box>
banner-subtitle: (SBR COLLEGE ENTRANCE TEST) <box>202 174 316 182</box>
person-figure <box>518 648 550 766</box>
story1-subhead: ಆನ್‌ಲೈನ್ ನೋಂದಣಿಗೆ ಅವಕಾಶ: <box>196 398 295 408</box>
column-divider <box>240 508 241 1012</box>
story2-headline-line2[interactable]: ಎನ್.ಎಸ್.ಎಸ್. ಶಿಬಿರ ಸಂಪನ್ನ <box>706 98 883 118</box>
